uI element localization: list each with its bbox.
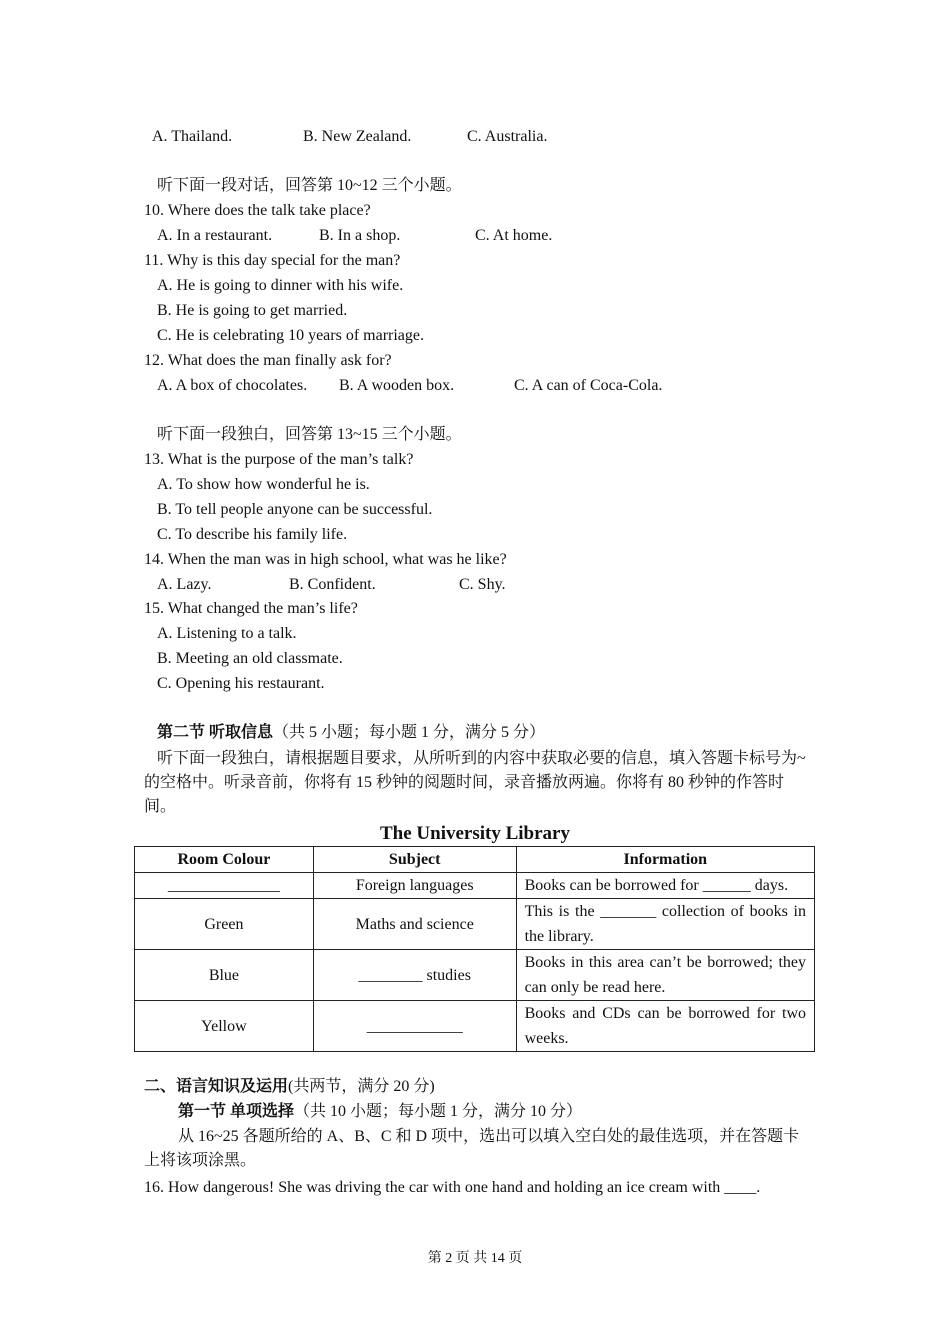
page-footer: 第 2 页 共 14 页 (427, 1251, 523, 1266)
header-subject: Subject (313, 847, 516, 873)
q12-option-b: B. A wooden box. (339, 377, 455, 394)
q10-option-a: A. In a restaurant. (157, 227, 273, 244)
q9-option-a: A. Thailand. (152, 128, 233, 145)
part2-heading-rest: (共两节，满分 20 分) (288, 1078, 435, 1095)
q15-stem: 15. What changed the man’s life? (144, 600, 358, 617)
table-row (135, 873, 815, 899)
part2-section1-rest: （共 10 小题；每小题 1 分，满分 10 分） (294, 1103, 583, 1120)
library-table (134, 846, 815, 1052)
q11-stem: 11. Why is this day special for the man? (144, 252, 401, 269)
intro-13-15: 听下面一段独白，回答第 13~15 三个小题。 (157, 426, 462, 443)
q10-option-c: C. At home. (475, 227, 553, 244)
part2-section1-bold: 第一节 单项选择 (178, 1103, 295, 1120)
part2-heading (144, 1077, 435, 1097)
cell-subject: ____________ (313, 1001, 516, 1052)
part2-instructions: 从 16~25 各题所给的 A、B、C 和 D 项中，选出可以填入空白处的最佳选项，并在答题卡上将该项涂黑。 (144, 1128, 800, 1169)
q13-option-b: B. To tell people anyone can be successful. (157, 501, 433, 518)
cell-room-colour: Yellow (135, 1001, 314, 1052)
section2-instructions: 听下面一段独白，请根据题目要求，从所听到的内容中获取必要的信息，填入答题卡标号为~的空格中。听录音前，你将有 15 秒钟的阅题时间，录音播放两遍。你将有 80 秒钟的作答时间。 (144, 750, 806, 815)
q16-stem: 16. How dangerous! She was driving the car with one hand and holding an ice cream with ____. (144, 1179, 761, 1196)
q12-stem: 12. What does the man finally ask for? (144, 352, 392, 369)
cell-information: Books in this area can’t be borrowed; they can only be read here. (516, 950, 814, 1001)
cell-information: This is the _______ collection of books in the library. (516, 899, 814, 950)
cell-room-colour: Green (135, 899, 314, 950)
header-room-colour: Room Colour (135, 847, 314, 873)
q15-option-b: B. Meeting an old classmate. (157, 650, 343, 667)
part2-section1-heading (178, 1102, 582, 1122)
q14-stem: 14. When the man was in high school, what was he like? (144, 551, 507, 568)
q13-option-a: A. To show how wonderful he is. (157, 476, 370, 493)
cell-information: Books and CDs can be borrowed for two weeks. (516, 1001, 814, 1052)
q10-stem: 10. Where does the talk take place? (144, 202, 371, 219)
table-row (135, 899, 815, 950)
q14-option-b: B. Confident. (289, 576, 376, 593)
intro-10-12: 听下面一段对话，回答第 10~12 三个小题。 (157, 177, 462, 194)
cell-room-colour: ______________ (135, 873, 314, 899)
cell-room-colour: Blue (135, 950, 314, 1001)
q15-option-a: A. Listening to a talk. (157, 625, 297, 642)
section2-heading (157, 723, 545, 743)
q13-stem: 13. What is the purpose of the man’s talk? (144, 451, 414, 468)
q14-option-c: C. Shy. (459, 576, 506, 593)
section2-heading-rest: （共 5 小题；每小题 1 分，满分 5 分） (273, 724, 546, 741)
cell-subject: ________ studies (313, 950, 516, 1001)
table-row (135, 950, 815, 1001)
section2-heading-bold: 第二节 听取信息 (157, 724, 274, 741)
q11-option-a: A. He is going to dinner with his wife. (157, 277, 404, 294)
q13-option-c: C. To describe his family life. (157, 526, 348, 543)
q12-option-a: A. A box of chocolates. (157, 377, 308, 394)
q11-option-b: B. He is going to get married. (157, 302, 348, 319)
q11-option-c: C. He is celebrating 10 years of marriage. (157, 327, 425, 344)
q15-option-c: C. Opening his restaurant. (157, 675, 325, 692)
table-title: The University Library (380, 823, 570, 844)
q14-option-a: A. Lazy. (157, 576, 212, 593)
q9-option-c: C. Australia. (467, 128, 548, 145)
cell-subject: Foreign languages (313, 873, 516, 899)
part2-heading-bold: 二、语言知识及运用 (144, 1078, 289, 1095)
q10-option-b: B. In a shop. (319, 227, 401, 244)
cell-information: Books can be borrowed for ______ days. (516, 873, 814, 899)
table-header-row (135, 847, 815, 873)
cell-subject: Maths and science (313, 899, 516, 950)
q12-option-c: C. A can of Coca-Cola. (514, 377, 663, 394)
q9-option-b: B. New Zealand. (303, 128, 412, 145)
header-information: Information (516, 847, 814, 873)
table-row (135, 1001, 815, 1052)
